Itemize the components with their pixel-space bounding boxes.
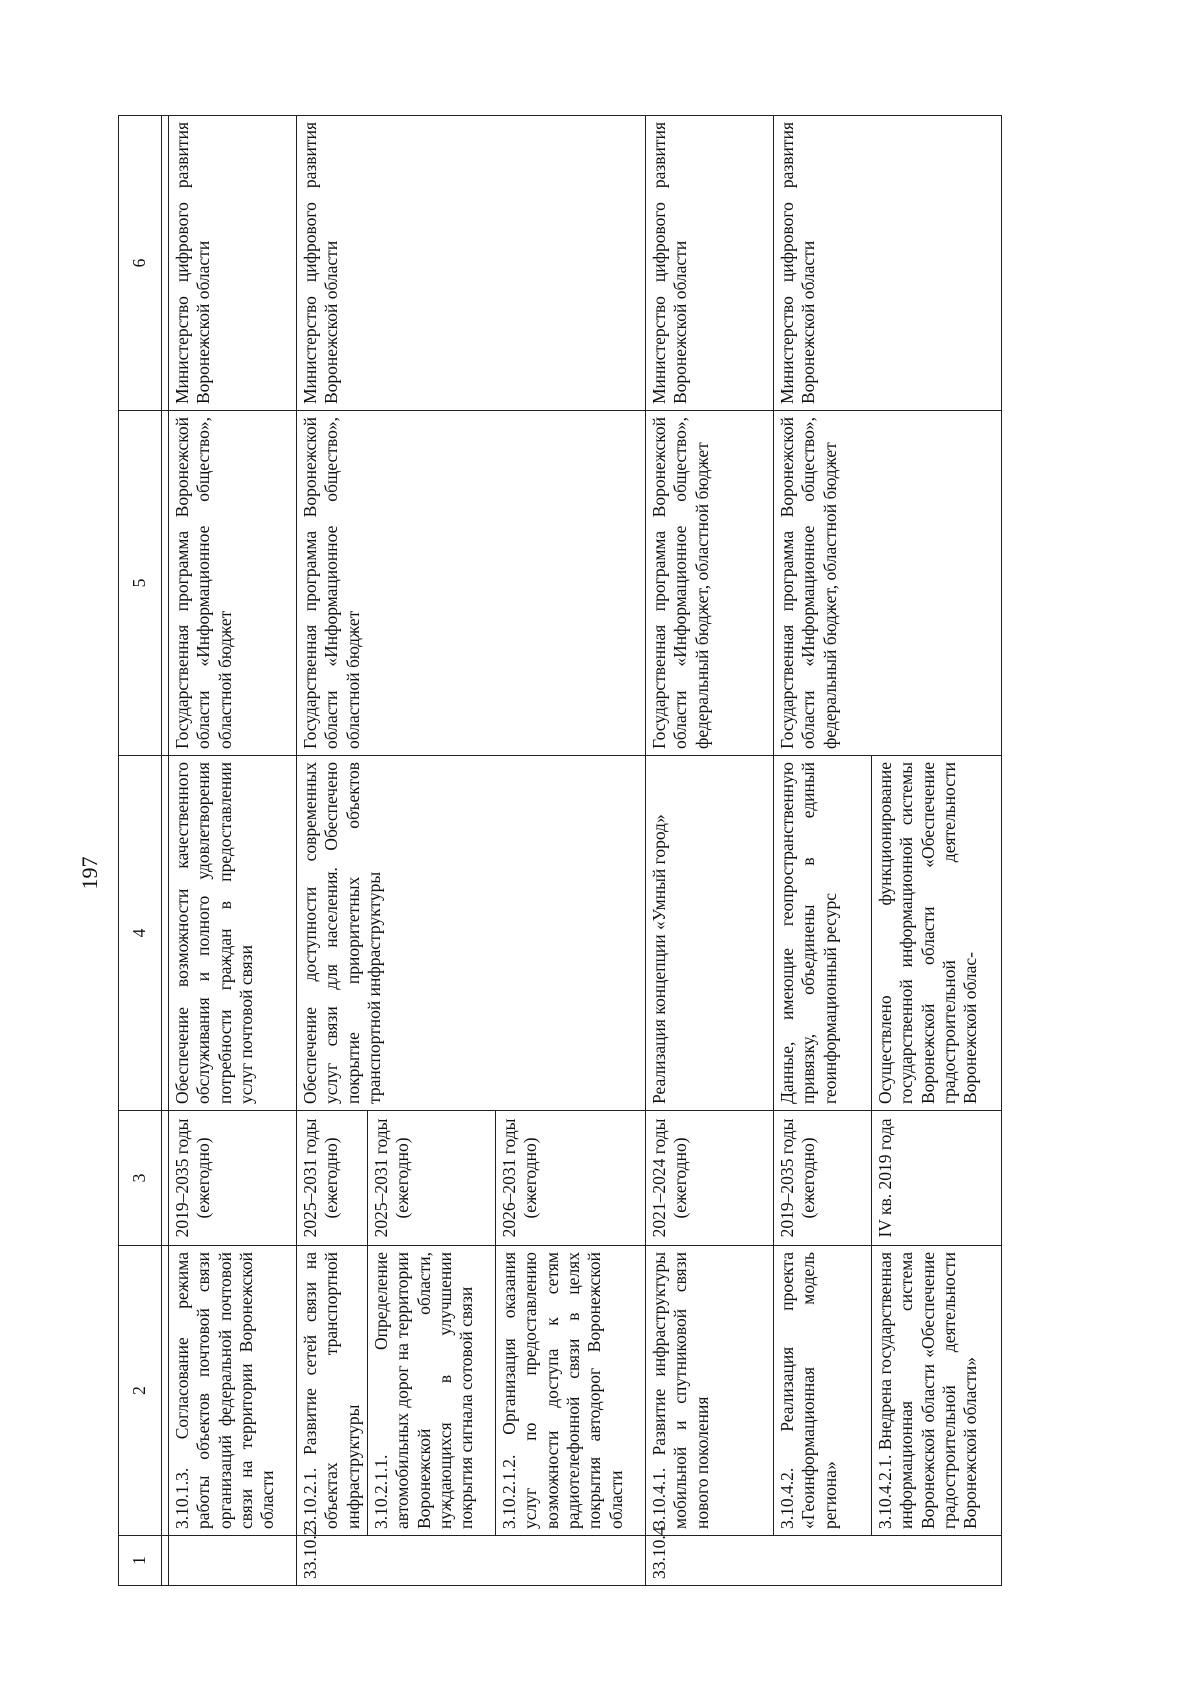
row-period: 2025–2031 годы (ежегодно) — [368, 1111, 496, 1246]
row-measure: 3.10.4.2.1. Внедрена государственная информационная система Воронежской области «Обеспечение градостроительной деятельности Воронежской области» — [872, 1246, 1002, 1536]
row-source: Государственная программа Воронежской области «Информационное общество», областной бюджет — [169, 411, 297, 756]
row-code: 33.10.4 — [646, 1536, 1002, 1586]
page-number: 197 — [77, 856, 102, 890]
column-number-row — [119, 116, 162, 1586]
column-header-6: 6 — [119, 116, 162, 411]
row-source: Государственная программа Воронежской области «Информационное общество», областной бюджет — [297, 411, 646, 756]
header-gap — [162, 116, 169, 1586]
table-row — [169, 116, 297, 1586]
row-result: Осуществлено функционирование государственной информационной системы Воронежской области «Обеспечение градостроительной деятельности Воронежской облас- — [872, 756, 1002, 1111]
row-executor: Министерство цифрового развития Воронежской области — [646, 116, 774, 411]
measures-table — [118, 115, 1002, 1586]
column-header-5: 5 — [119, 411, 162, 756]
column-header-1: 1 — [119, 1536, 162, 1586]
row-executor: Министерство цифрового развития Воронежской области — [297, 116, 646, 411]
row-period: 2025–2031 годы (ежегодно) — [297, 1111, 368, 1246]
row-source: Государственная программа Воронежской области «Информационное общество», федеральный бюджет, областной бюджет — [646, 411, 774, 756]
row-result: Обеспечение возможности качественного обслуживания и полного удовлетворения потребности граждан в предоставлении услуг почтовой связи — [169, 756, 297, 1111]
row-result: Обеспечение доступности современных услуг связи для населения. Обеспечено покрытие приоритетных объектов транспортной инфраструктуры — [297, 756, 646, 1111]
row-executor: Министерство цифрового развития Воронежской области — [774, 116, 1002, 411]
row-period: 2019–2035 годы (ежегодно) — [169, 1111, 297, 1246]
row-source: Государственная программа Воронежской области «Информационное общество», федеральный бюджет, областной бюджет — [774, 411, 1002, 756]
row-result: Реализация концепции «Умный город» — [646, 756, 774, 1111]
row-measure: 3.10.4.2. Реализация проекта «Геоинформационная модель региона» — [774, 1246, 872, 1536]
row-measure: 3.10.2.1.2. Организация оказания услуг по предоставлению возможности доступа к сетям радиотелефонной связи в целях покрытия автодорог Воронежской области — [496, 1246, 646, 1536]
row-period: IV кв. 2019 года — [872, 1111, 1002, 1246]
rotated-page — [118, 116, 1088, 1586]
row-period: 2021–2024 годы (ежегодно) — [646, 1111, 774, 1246]
table-row — [646, 116, 774, 1586]
row-period: 2019–2035 годы (ежегодно) — [774, 1111, 872, 1246]
table-row — [774, 116, 872, 1586]
column-header-3: 3 — [119, 1111, 162, 1246]
row-measure: 3.10.2.1.1. Определение автомобильных дорог на территории Воронежской области, нуждающихся в улучшении покрытия сигнала сотовой связи — [368, 1246, 496, 1536]
row-period: 2026–2031 годы (ежегодно) — [496, 1111, 646, 1246]
row-measure: 3.10.4.1. Развитие инфраструктуры мобильной и спутниковой связи нового поколения — [646, 1246, 774, 1536]
column-header-2: 2 — [119, 1246, 162, 1536]
column-header-4: 4 — [119, 756, 162, 1111]
row-result: Данные, имеющие геопространственную привязку, объединены в единый геоинформационный ресурс — [774, 756, 872, 1111]
row-measure: 3.10.1.3. Согласование режима работы объектов почтовой связи организаций федеральной почтовой связи на территории Воронежской области — [169, 1246, 297, 1536]
row-executor: Министерство цифрового развития Воронежской области — [169, 116, 297, 411]
row-code: 33.10.2 — [297, 1536, 646, 1586]
row-code — [169, 1536, 297, 1586]
table-row — [297, 116, 368, 1586]
row-measure: 3.10.2.1. Развитие сетей связи на объектах транспортной инфраструктуры — [297, 1246, 368, 1536]
